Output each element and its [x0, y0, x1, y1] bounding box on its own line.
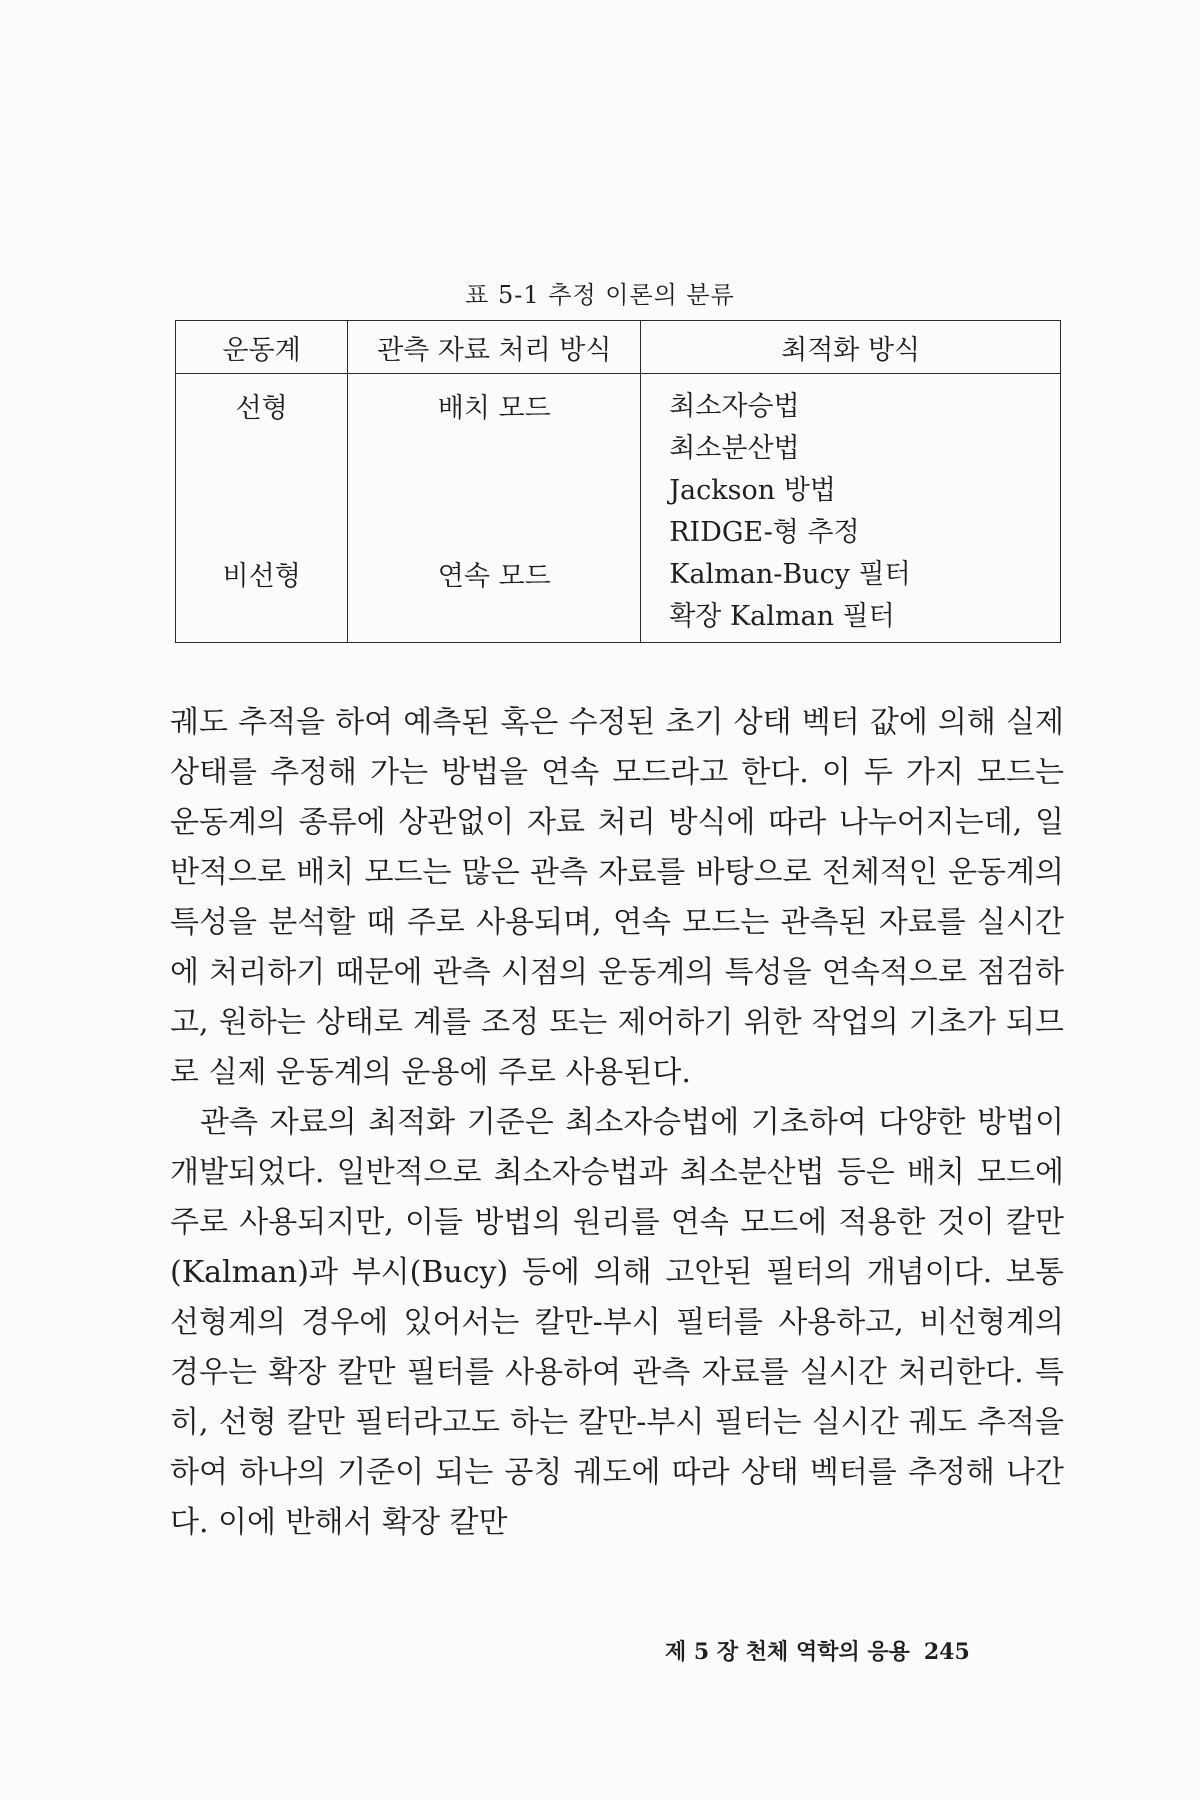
body-paragraph: 관측 자료의 최적화 기준은 최소자승법에 기초하여 다양한 방법이 개발되었다. 일반적으로 최소자승법과 최소분산법 등은 배치 모드에 주로 사용되지만, 이들 방법의 원리를 연속 모드에 적용한 것이 칼만(Kalman)과 부시(Bucy) 등에 의해 고안된 필터의 개념이다. 보통 선형계의 경우에 있어서는 칼만-부시 필터를 사용하고, 비선형계의 경우는 확장 칼만 필터를 사용하여 관측 자료를 실시간 처리한다. 특히, 선형 칼만 필터라고도 하는 칼만-부시 필터는 실시간 궤도 추적을 하여 하나의 기준이 되는 공칭 궤도에 따라 상태 벡터를 추정해 나간다. 이에 반해서 확장 칼만: [170, 1105, 1064, 1540]
processing-batch: 배치 모드: [437, 393, 551, 424]
estimation-theory-table: [175, 320, 1061, 643]
processing-cell: [348, 374, 641, 643]
header-system: 운동계: [176, 321, 348, 374]
system-cell: [176, 374, 348, 643]
processing-sequential: 연속 모드: [437, 561, 551, 592]
method-item: 최소자승법: [669, 391, 800, 422]
page-number: 245: [923, 1639, 970, 1665]
table-header-row: [176, 321, 1061, 374]
method-item: 확장 Kalman 필터: [669, 601, 895, 632]
methods-cell: [641, 374, 1061, 643]
page-footer: [665, 1635, 1065, 1666]
system-nonlinear: 비선형: [222, 561, 301, 592]
header-optimization: 최적화 방식: [641, 321, 1061, 374]
table-body-row: [176, 374, 1061, 643]
chapter-title: 제 5 장 천체 역학의 응용: [665, 1639, 910, 1665]
method-item: Jackson 방법: [669, 475, 836, 506]
method-item: RIDGE-형 추정: [669, 517, 860, 548]
body-text: [170, 698, 1064, 1548]
method-item: Kalman-Bucy 필터: [669, 559, 911, 590]
body-paragraph: 궤도 추적을 하여 예측된 혹은 수정된 초기 상태 벡터 값에 의해 실제 상태를 추정해 가는 방법을 연속 모드라고 한다. 이 두 가지 모드는 운동계의 종류에 상관없이 자료 처리 방식에 따라 나누어지는데, 일반적으로 배치 모드는 많은 관측 자료를 바탕으로 전체적인 운동계의 특성을 분석할 때 주로 사용되며, 연속 모드는 관측된 자료를 실시간에 처리하기 때문에 관측 시점의 운동계의 특성을 연속적으로 점검하고, 원하는 상태로 계를 조정 또는 제어하기 위한 작업의 기초가 되므로 실제 운동계의 운용에 주로 사용된다.: [170, 705, 1064, 1090]
method-item: 최소분산법: [669, 433, 800, 464]
header-processing: 관측 자료 처리 방식: [348, 321, 641, 374]
system-linear: 선형: [235, 393, 288, 424]
table-caption: 표 5-1 추정 이론의 분류: [465, 281, 735, 309]
methods-list: [641, 374, 1060, 638]
